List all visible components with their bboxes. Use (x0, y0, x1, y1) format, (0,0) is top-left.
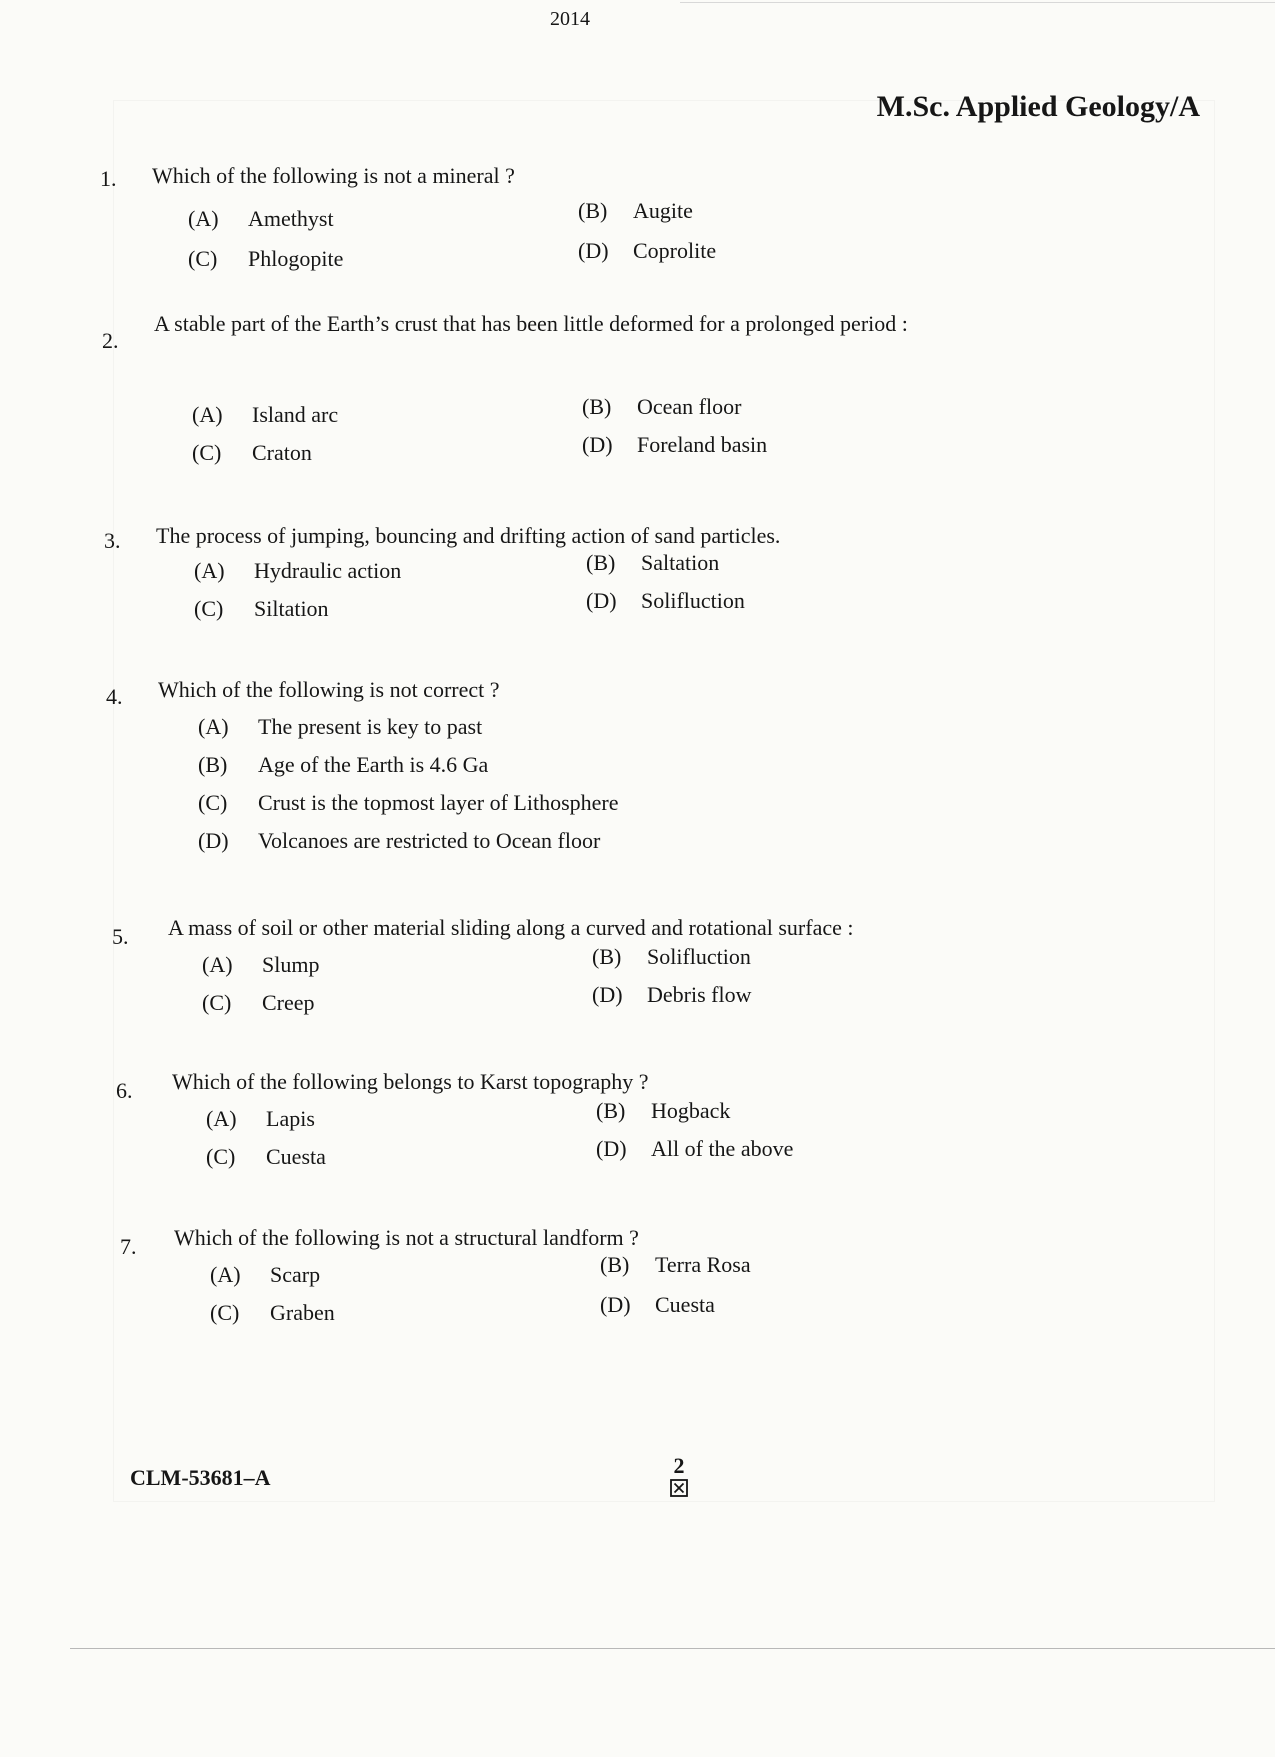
option-b: (B) Augite (578, 198, 693, 223)
option-d: (D) Coprolite (578, 238, 717, 263)
question-number: 4. (106, 684, 123, 709)
page-number-text: 2 (673, 1453, 685, 1478)
option-c: (C) Craton (192, 440, 312, 465)
page-number (664, 1455, 694, 1497)
option-b: (B) Hogback (596, 1098, 731, 1123)
option-a: (A) Slump (202, 952, 320, 977)
option-c: (C) Creep (202, 990, 315, 1015)
question-text: A mass of soil or other material sliding along a curved and rotational surface : (168, 915, 854, 940)
boxed-x-icon (670, 1479, 688, 1497)
question-number: 7. (120, 1234, 137, 1259)
option-d: (D) Foreland basin (582, 432, 768, 457)
option-d: (D) Cuesta (600, 1292, 715, 1317)
option-a: (A) The present is key to past (198, 714, 483, 739)
option-a: (A) Hydraulic action (194, 558, 402, 583)
option-d: (D) Volcanoes are restricted to Ocean floor (198, 828, 601, 853)
question-number: 2. (102, 328, 119, 353)
option-b: (B) Age of the Earth is 4.6 Ga (198, 752, 489, 777)
option-b: (B) Terra Rosa (600, 1252, 751, 1277)
paper-code: CLM-53681–A (130, 1465, 271, 1490)
option-a: (A) Amethyst (188, 206, 334, 231)
question-number: 3. (104, 528, 121, 553)
option-a: (A) Scarp (210, 1262, 321, 1287)
option-a: (A) Lapis (206, 1106, 315, 1131)
question-text: Which of the following is not a mineral ? (152, 163, 515, 188)
question-text: Which of the following is not correct ? (158, 677, 500, 702)
page-year: 2014 (550, 8, 590, 30)
option-b: (B) Saltation (586, 550, 720, 575)
option-c: (C) Phlogopite (188, 246, 344, 271)
option-b: (B) Ocean floor (582, 394, 742, 419)
option-c: (C) Siltation (194, 596, 329, 621)
question-number: 1. (100, 166, 117, 191)
option-b: (B) Solifluction (592, 944, 751, 969)
option-a: (A) Island arc (192, 402, 339, 427)
option-c: (C) Crust is the topmost layer of Lithosphere (198, 790, 619, 815)
question-number: 5. (112, 924, 129, 949)
question-text: The process of jumping, bouncing and drifting action of sand particles. (156, 523, 781, 548)
question-text: A stable part of the Earth’s crust that has been little deformed for a prolonged period : (154, 311, 908, 336)
option-c: (C) Cuesta (206, 1144, 326, 1169)
option-d: (D) Debris flow (592, 982, 752, 1007)
scan-edge-line (680, 2, 1275, 3)
question-text: Which of the following is not a structural landform ? (174, 1225, 639, 1250)
question-number: 6. (116, 1078, 133, 1103)
option-d: (D) Solifluction (586, 588, 745, 613)
option-d: (D) All of the above (596, 1136, 794, 1161)
question-text: Which of the following belongs to Karst topography ? (172, 1069, 649, 1094)
exam-title: M.Sc. Applied Geology/A (876, 90, 1200, 123)
option-c: (C) Graben (210, 1300, 335, 1325)
bottom-rule (70, 1648, 1275, 1649)
